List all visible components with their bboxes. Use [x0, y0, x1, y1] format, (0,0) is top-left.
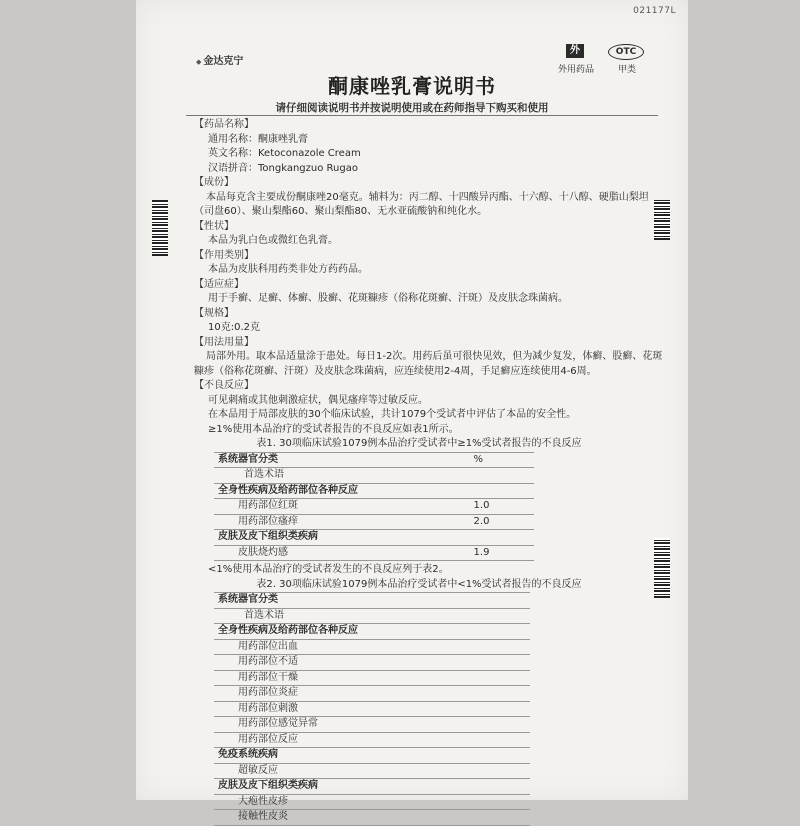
adr-text-2: 在本品用于局部皮肤的30个临床试验，共计1079个受试者中评估了本品的安全性。	[208, 409, 577, 420]
table-cell-term: 用药部位出血	[214, 639, 530, 655]
characteristics-text: 本品为乳白色或微红色乳膏。	[208, 235, 338, 246]
table-row	[214, 748, 530, 764]
table1-caption: 表1. 30项临床试验1079例本品治疗受试者中≥1%受试者报告的不良反应	[256, 438, 582, 449]
table-row	[214, 608, 530, 624]
table-row	[214, 670, 530, 686]
table-cell-term: 首选术语	[214, 608, 530, 624]
section-heading: 【药品名称】	[194, 119, 254, 130]
title-divider	[186, 115, 658, 116]
table-row	[214, 794, 530, 810]
usage-text: 局部外用。取本品适量涂于患处。每日1-2次。用药后虽可很快见效，但为减少复发，体癣、股癣、花斑糠疹（俗称花斑癣、汗斑）及皮肤念珠菌病，应连续使用2-4周，手足癣应连续使用4-6周。	[194, 351, 663, 377]
table-row	[214, 655, 530, 671]
leaflet-page	[136, 0, 688, 822]
category-text: 本品为皮肤科用药类非处方药药品。	[208, 264, 368, 275]
section-heading: 【规格】	[194, 307, 234, 319]
indications-text: 用于手癣、足癣、体癣、股癣、花斑糠疹（俗称花斑癣、汗斑）及皮肤念珠菌病。	[208, 293, 568, 304]
table-cell-term: 用药部位干燥	[214, 670, 530, 686]
table-cell-term: 全身性疾病及给药部位各种反应	[214, 624, 530, 640]
side-barcode-right-lower	[654, 538, 670, 598]
table-cell-term: 皮肤烧灼感	[214, 545, 470, 561]
section-heading: 【用法用量】	[194, 336, 254, 348]
table-cell-term: 首选术语	[214, 468, 470, 484]
composition-text: 本品每克含主要成份酮康唑20毫克。辅料为：丙二醇、十四酸异丙酯、十六醇、十八醇、硬脂山梨坦（司盘60）、聚山梨酯60、聚山梨酯80、无水亚硫酸钠和纯化水。	[194, 191, 649, 217]
table-cell-term: 接触性皮炎	[214, 810, 530, 826]
specification-text: 10克:0.2克	[208, 322, 260, 333]
common-name: 通用名称：酮康唑乳膏	[208, 133, 308, 145]
table-cell-term: 用药部位瘙痒	[214, 514, 470, 530]
document-code: 021177L	[633, 6, 676, 16]
external-use-badge: 外	[566, 44, 584, 58]
table-row	[214, 545, 534, 561]
table-row	[214, 499, 534, 515]
table-cell-term: 用药部位反应	[214, 732, 530, 748]
table-row	[214, 686, 530, 702]
table-cell-term: 用药部位不适	[214, 655, 530, 671]
table-row	[214, 593, 530, 609]
table-row	[214, 468, 534, 484]
mid-text: <1%使用本品治疗的受试者发生的不良反应列于表2。	[208, 564, 449, 575]
section-heading: 【成份】	[194, 177, 234, 188]
table-cell-value: 1.9	[470, 545, 534, 561]
table-row	[214, 624, 530, 640]
section-heading: 【适应症】	[194, 278, 244, 290]
section-heading: 【作用类别】	[194, 249, 254, 261]
english-name: 英文名称：Ketoconazole Cream	[208, 148, 361, 159]
table-cell-term: 用药部位炎症	[214, 686, 530, 702]
table-cell-term: 免疫系统疾病	[214, 748, 530, 764]
table-cell-term: 大疱性皮疹	[214, 794, 530, 810]
table-row	[214, 514, 534, 530]
external-use-label: 外用药品	[558, 65, 595, 75]
table-row	[214, 810, 530, 826]
table-cell-term: 皮肤及皮下组织类疾病	[214, 530, 470, 546]
table-cell-value	[470, 530, 534, 546]
adr-text-1: 可见刺痛或其他刺激症状，偶见瘙痒等过敏反应。	[208, 394, 428, 406]
table-row	[214, 639, 530, 655]
table-row	[214, 530, 534, 546]
section-heading: 【不良反应】	[194, 380, 254, 391]
pinyin-name: 汉语拼音：Tongkangzuo Rugao	[208, 162, 358, 174]
table-cell-value: 2.0	[470, 514, 534, 530]
leaflet-content	[194, 118, 664, 826]
side-barcode-right	[654, 200, 670, 240]
table-cell-value: 1.0	[470, 499, 534, 515]
table-cell-term: 系统器官分类	[214, 593, 530, 609]
document-subtitle: 请仔细阅读说明书并按说明使用或在药师指导下购买和使用	[275, 102, 549, 114]
table-cell-value	[470, 483, 534, 499]
section-heading: 【性状】	[194, 220, 234, 232]
table-cell-term: 皮肤及皮下组织类疾病	[214, 779, 530, 795]
side-barcode-left	[152, 200, 168, 256]
table-cell-term: 全身性疾病及给药部位各种反应	[214, 483, 470, 499]
table2-caption: 表2. 30项临床试验1079例本品治疗受试者中<1%受试者报告的不良反应	[256, 578, 582, 590]
table-row	[214, 701, 530, 717]
table-cell-term: 用药部位红斑	[214, 499, 470, 515]
table-row	[214, 732, 530, 748]
class-a-label: 甲类	[618, 65, 637, 75]
table-cell-value	[470, 468, 534, 484]
table-row	[214, 763, 530, 779]
otc-badge: OTC	[608, 44, 644, 60]
adr-text-3: ≥1%使用本品治疗的受试者报告的不良反应如表1所示。	[208, 423, 459, 435]
document-title: 酮康唑乳膏说明书	[328, 74, 496, 98]
table-cell-term: 超敏反应	[214, 763, 530, 779]
brand-logo: ◆ 金达克宁	[196, 52, 243, 67]
table-cell-value: %	[470, 452, 534, 468]
table-cell-term: 系统器官分类	[214, 452, 470, 468]
table-row	[214, 483, 534, 499]
table-row	[214, 717, 530, 733]
table-cell-term: 用药部位感觉异常	[214, 717, 530, 733]
table-row	[214, 779, 530, 795]
table-row	[214, 452, 534, 468]
table2	[214, 592, 530, 826]
table1	[214, 452, 534, 562]
table-cell-term: 用药部位刺激	[214, 701, 530, 717]
